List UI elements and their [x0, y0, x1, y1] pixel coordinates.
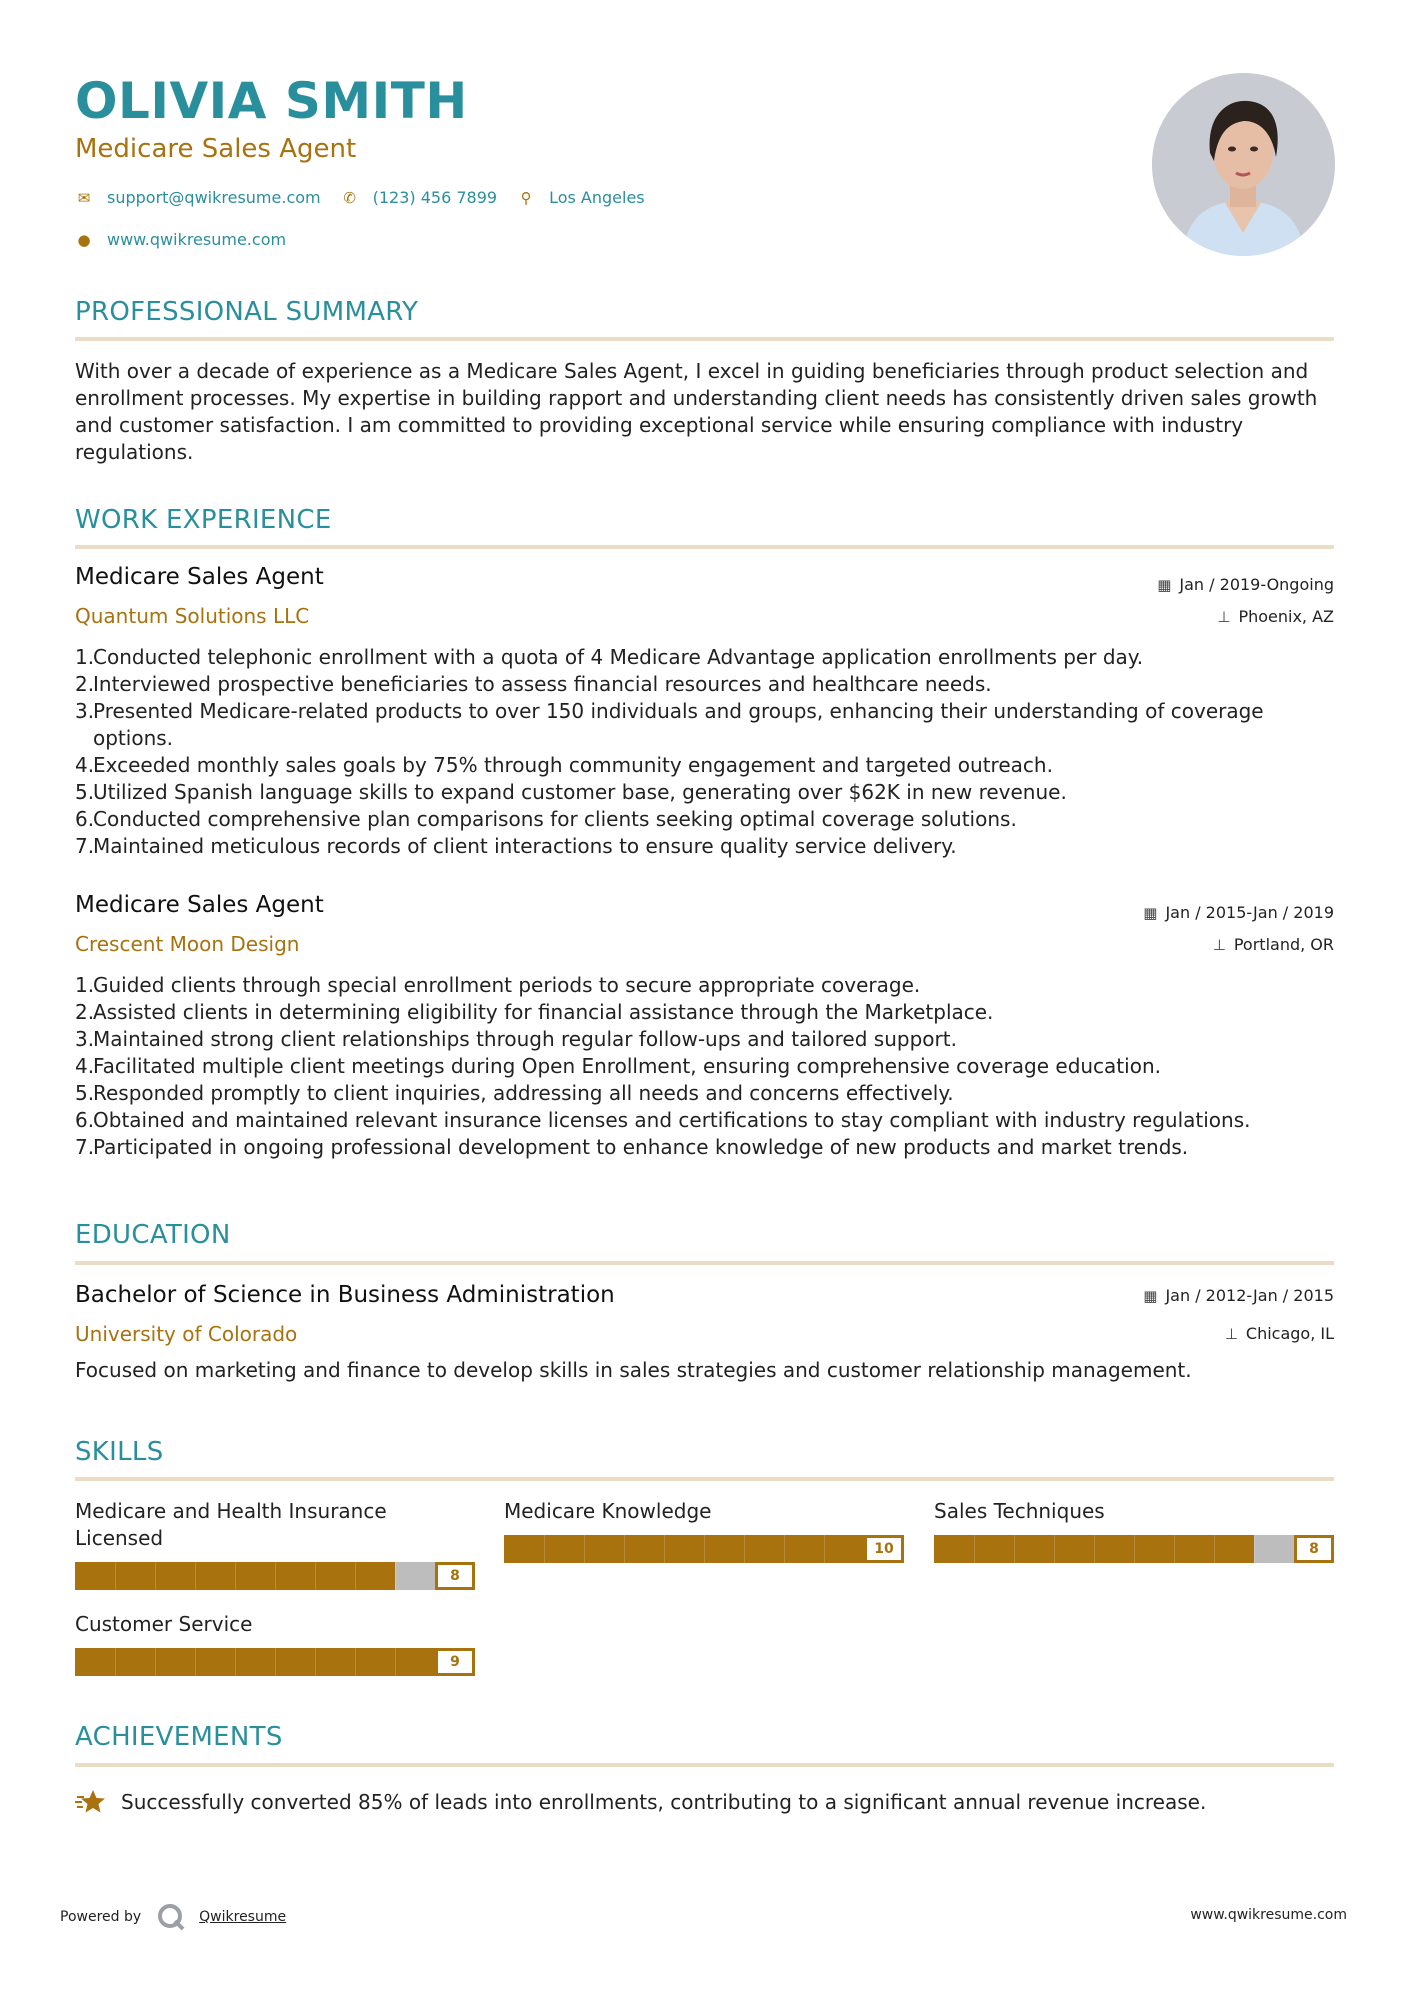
skill-bar-segment: [1134, 1535, 1135, 1563]
skill-bar-segment: [1014, 1535, 1015, 1563]
duty-list: [75, 644, 1334, 860]
calendar-icon: ▦: [1143, 1286, 1158, 1305]
job-dates-text: Jan / 2019-Ongoing: [1179, 575, 1334, 594]
education-location: [1225, 1324, 1334, 1343]
section-divider: [75, 545, 1334, 549]
list-item: 1. Guided clients through special enrollment periods to secure appropriate coverage.: [75, 973, 921, 997]
globe-icon: ●: [77, 230, 91, 249]
skill-bar-segment: [115, 1648, 116, 1676]
skill-name: Medicare Knowledge: [504, 1499, 712, 1523]
education-heading: EDUCATION: [75, 1220, 231, 1250]
phone-icon: ✆: [343, 188, 356, 207]
candidate-name: OLIVIA SMITH: [75, 72, 468, 130]
job-location: [1213, 935, 1334, 954]
skill-score: 8: [1294, 1535, 1334, 1563]
achievements-heading: ACHIEVEMENTS: [75, 1722, 283, 1752]
section-divider: [75, 337, 1334, 341]
job-company: Quantum Solutions LLC: [75, 604, 310, 628]
skill-bar: [75, 1648, 475, 1676]
location-text: Los Angeles: [549, 188, 645, 207]
education-dates: [1143, 1286, 1334, 1305]
job-title: Medicare Sales Agent: [75, 892, 324, 918]
pushpin-icon: ⊥: [1217, 607, 1231, 626]
powered-by-text: Powered by: [60, 1909, 142, 1925]
skill-bar-segment: [315, 1648, 316, 1676]
skill-bar-segment: [235, 1648, 236, 1676]
degree-title: Bachelor of Science in Business Administration: [75, 1282, 615, 1308]
skill-bar-segment: [355, 1562, 356, 1590]
skill-bar-segment: [195, 1562, 196, 1590]
candidate-title: Medicare Sales Agent: [75, 134, 357, 164]
skill-bar-segment: [1254, 1535, 1255, 1563]
list-item: 3. Presented Medicare-related products to over 150 individuals and groups, enhancing their understanding of coverage options.: [75, 699, 1264, 750]
skill-name: Sales Techniques: [934, 1499, 1105, 1523]
skill-item: [504, 1498, 904, 1558]
section-divider: [75, 1477, 1334, 1481]
skill-bar-segment: [195, 1648, 196, 1676]
list-item: 2. Assisted clients in determining eligibility for financial assistance through the Marketplace.: [75, 1000, 994, 1024]
qwikresume-logo-icon: [157, 1903, 185, 1931]
education-description: Focused on marketing and finance to develop skills in sales strategies and customer relationship management.: [75, 1358, 1192, 1382]
skill-bar: [504, 1535, 904, 1563]
skill-bar-segment: [824, 1535, 825, 1563]
brand-link[interactable]: Qwikresume: [199, 1909, 287, 1925]
skill-bar-segment: [784, 1535, 785, 1563]
skill-bar-fill: [75, 1648, 435, 1676]
skill-bar-segment: [275, 1562, 276, 1590]
skill-score: 10: [864, 1535, 904, 1563]
footer-powered-by: [60, 1903, 286, 1931]
list-item: 4. Facilitated multiple client meetings during Open Enrollment, ensuring comprehensive coverage education.: [75, 1054, 1161, 1078]
skill-bar-segment: [1094, 1535, 1095, 1563]
star-icon: [75, 1788, 107, 1816]
skill-name: Customer Service: [75, 1612, 253, 1636]
skill-bar-segment: [1174, 1535, 1175, 1563]
skill-score: 8: [435, 1562, 475, 1590]
skill-item: [934, 1498, 1334, 1558]
school-name: University of Colorado: [75, 1322, 298, 1346]
skill-bar-segment: [235, 1562, 236, 1590]
skill-bar-segment: [1054, 1535, 1055, 1563]
skill-bar: [75, 1562, 475, 1590]
map-pin-icon: ⚲: [520, 188, 532, 207]
section-divider: [75, 1763, 1334, 1767]
skill-item: [75, 1498, 475, 1594]
calendar-icon: ▦: [1157, 575, 1172, 594]
job-title: Medicare Sales Agent: [75, 564, 324, 590]
footer-url[interactable]: www.qwikresume.com: [1190, 1907, 1347, 1923]
list-item: 2. Interviewed prospective beneficiaries to assess financial resources and healthcare needs.: [75, 672, 992, 696]
skill-bar-segment: [115, 1562, 116, 1590]
skill-bar-segment: [315, 1562, 316, 1590]
achievement-text: Successfully converted 85% of leads into enrollments, contributing to a significant annual revenue increase.: [121, 1790, 1207, 1814]
job-location-text: Phoenix, AZ: [1238, 607, 1334, 626]
skill-score: 9: [435, 1648, 475, 1676]
skill-item: [75, 1611, 475, 1681]
duty-list: [75, 972, 1334, 1161]
skill-name: Medicare and Health Insurance Licensed: [75, 1499, 387, 1550]
contact-row: [75, 188, 665, 207]
list-item: 5. Responded promptly to client inquiries, addressing all needs and concerns effectively.: [75, 1081, 954, 1105]
list-item: 5. Utilized Spanish language skills to expand customer base, generating over $62K in new revenue.: [75, 780, 1067, 804]
list-item: 7. Participated in ongoing professional development to enhance knowledge of new products and market trends.: [75, 1135, 1189, 1159]
skill-bar-segment: [1214, 1535, 1215, 1563]
job-dates-text: Jan / 2015-Jan / 2019: [1165, 903, 1334, 922]
pushpin-icon: ⊥: [1224, 1324, 1238, 1343]
skill-bar-segment: [544, 1535, 545, 1563]
job-company: Crescent Moon Design: [75, 932, 300, 956]
list-item: 1. Conducted telephonic enrollment with a quota of 4 Medicare Advantage application enrollments per day.: [75, 645, 1144, 669]
contact-website[interactable]: [75, 230, 286, 249]
skill-bar-segment: [355, 1648, 356, 1676]
skill-bar-segment: [395, 1648, 396, 1676]
calendar-icon: ▦: [1143, 903, 1158, 922]
email-text: support@qwikresume.com: [107, 188, 321, 207]
job-location: [1217, 607, 1334, 626]
contact-location: [517, 188, 645, 207]
job-dates: [1143, 903, 1334, 922]
avatar: [1152, 73, 1335, 256]
skills-heading: SKILLS: [75, 1437, 164, 1467]
pushpin-icon: ⊥: [1212, 935, 1226, 954]
skill-bar-segment: [974, 1535, 975, 1563]
skill-bar-segment: [275, 1648, 276, 1676]
list-item: 4. Exceeded monthly sales goals by 75% through community engagement and targeted outreach.: [75, 753, 1053, 777]
list-item: 3. Maintained strong client relationships through regular follow-ups and tailored support.: [75, 1027, 957, 1051]
skill-bar-segment: [155, 1648, 156, 1676]
list-item: 6. Obtained and maintained relevant insurance licenses and certifications to stay compliant with industry regulations.: [75, 1108, 1251, 1132]
skill-bar-segment: [584, 1535, 585, 1563]
section-divider: [75, 1261, 1334, 1265]
job-location-text: Portland, OR: [1233, 935, 1334, 954]
website-row: [75, 230, 306, 249]
education-dates-text: Jan / 2012-Jan / 2015: [1165, 1286, 1334, 1305]
contact-phone: [341, 188, 497, 207]
job-dates: [1157, 575, 1334, 594]
skill-bar-segment: [395, 1562, 396, 1590]
skill-bar-segment: [744, 1535, 745, 1563]
achievement-item: [75, 1788, 1206, 1816]
envelope-icon: ✉: [77, 188, 91, 207]
skill-bar-segment: [624, 1535, 625, 1563]
skill-bar-segment: [155, 1562, 156, 1590]
skill-bar-segment: [704, 1535, 705, 1563]
website-text: www.qwikresume.com: [107, 230, 287, 249]
experience-heading: WORK EXPERIENCE: [75, 505, 332, 535]
skill-bar: [934, 1535, 1334, 1563]
contact-email[interactable]: [75, 188, 321, 207]
phone-text: (123) 456 7899: [372, 188, 498, 207]
education-location-text: Chicago, IL: [1245, 1324, 1334, 1343]
list-item: 7. Maintained meticulous records of client interactions to ensure quality service delivery.: [75, 834, 957, 858]
summary-text: With over a decade of experience as a Medicare Sales Agent, I excel in guiding beneficiaries through product selection and enrollment processes. My expertise in building rapport and understanding client needs has consistently driven sales growth and customer satisfaction. I am committed to providing exceptional service while ensuring compliance with industry regulations.: [75, 359, 1318, 464]
list-item: 6. Conducted comprehensive plan comparisons for clients seeking optimal coverage solutions.: [75, 807, 1017, 831]
summary-heading: PROFESSIONAL SUMMARY: [75, 297, 419, 327]
skill-bar-segment: [664, 1535, 665, 1563]
